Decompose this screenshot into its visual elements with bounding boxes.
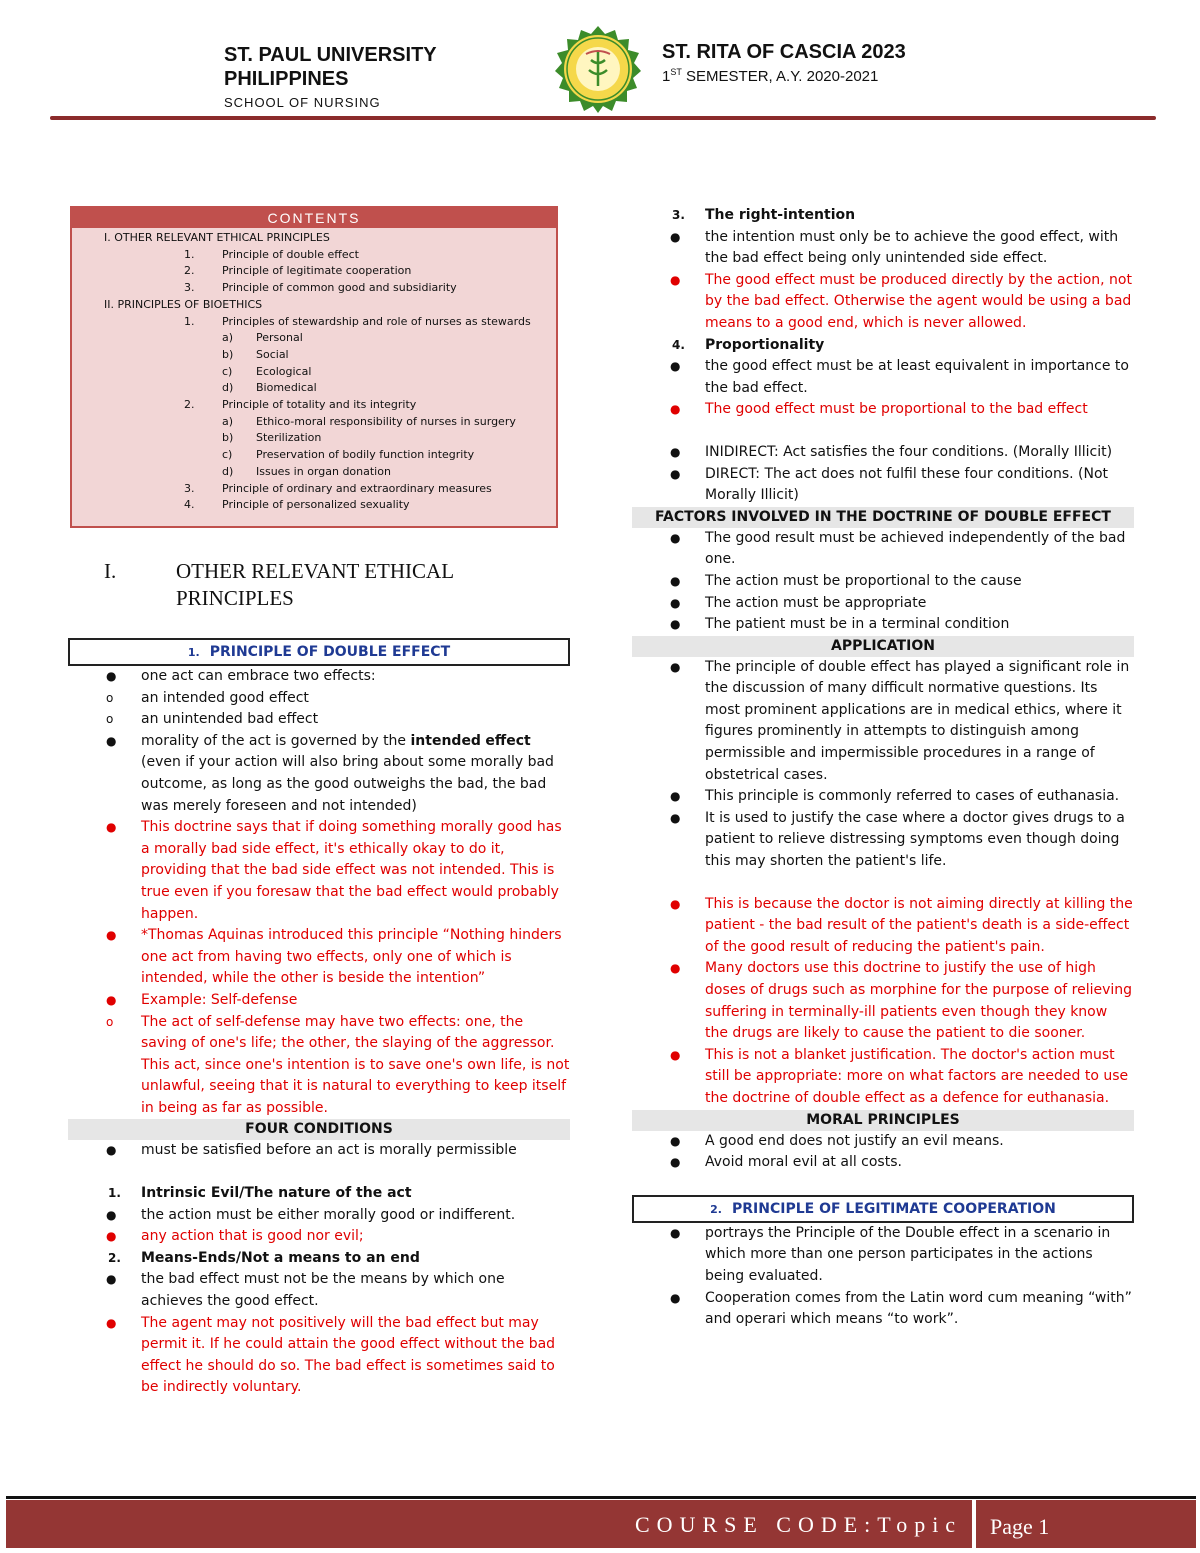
list-item: ● DIRECT: The act does not fulfil these four conditions. (Not Morally Illicit): [670, 465, 1108, 504]
list-item: ● This doctrine says that if doing something morally good has a morally bad side effect, it's ethically okay to do it, providing that the bad side effect was not intended. This is true even if you foresaw that the bad effect would probably happen.: [106, 819, 562, 922]
list-item: ● *Thomas Aquinas introduced this principle “Nothing hinders one act from having two effects, only one of which is intended, while the other is beside the intention”: [106, 927, 562, 987]
course-code: COURSE CODE:Topic: [635, 1512, 963, 1537]
bullet-icon: ●: [670, 1225, 681, 1240]
bullet-icon: ●: [670, 617, 681, 632]
bullet-icon: ●: [106, 1272, 117, 1287]
semester-rest: SEMESTER, A.Y. 2020-2021: [681, 68, 879, 85]
condition-heading: 3. The right-intention: [672, 207, 856, 223]
bullet-icon: ●: [670, 595, 681, 610]
list-item: ● The action must be proportional to the cause: [632, 571, 1134, 593]
list-item: ● The action must be appropriate: [632, 593, 1134, 615]
bullet-icon: ●: [106, 992, 117, 1007]
header-right: [662, 41, 906, 85]
header-rule: [50, 116, 1156, 120]
toc-item[interactable]: 2. Principle of totality and its integrity: [184, 398, 417, 412]
toc-item[interactable]: 1. Principles of stewardship and role of nurses as stewards: [184, 314, 531, 328]
list-item: ● portrays the Principle of the Double effect in a scenario in which more than one person participates in the actions being evaluated.: [670, 1224, 1111, 1284]
condition-heading: 2. Means-Ends/Not a means to an end: [108, 1249, 420, 1266]
bullet-icon: ●: [670, 1155, 681, 1170]
left-column: [68, 558, 570, 1399]
circle-bullet-icon: o: [106, 1014, 114, 1029]
right-column: [632, 205, 1134, 1331]
list-item: ● Many doctors use this doctrine to justify the use of high doses of drugs such as morphine for the purpose of relieving suffering in terminally-ill patients even though they know the drugs are likely to cause the patient to die sooner.: [670, 960, 1133, 1042]
school-seal-logo: [553, 24, 643, 114]
bullet-icon: ●: [106, 1207, 117, 1222]
toc-subitem[interactable]: d) Biomedical: [222, 381, 317, 395]
group-name: ST. RITA OF CASCIA 2023: [662, 41, 906, 63]
list-item: ● The good result must be achieved independently of the bad one.: [670, 529, 1126, 568]
list-item: ● Example: Self-defense: [68, 990, 570, 1012]
semester-sup: ST: [670, 67, 682, 77]
list-item: ● The principle of double effect has played a significant role in the discussion of many difficult normative questions. Its most prominent applications are in medical ethics, where it figures prominently in attempts to distinguish among permissible and impermissible procedures in a range of obstetrical cases.: [670, 658, 1130, 783]
toc-item[interactable]: 3. Principle of ordinary and extraordinary measures: [184, 481, 492, 495]
list-item: ● This principle is commonly referred to cases of euthanasia.: [632, 786, 1134, 808]
list-item: o an unintended bad effect: [68, 709, 570, 731]
footer-divider: [972, 1500, 976, 1548]
bullet-icon: ●: [670, 466, 681, 481]
toc-subitem[interactable]: b) Social: [222, 347, 289, 361]
list-item: ● The good effect must be proportional to the bad effect: [632, 399, 1134, 421]
university-line2: PHILIPPINES: [224, 68, 349, 90]
section-title: OTHER RELEVANT ETHICAL PRINCIPLES: [176, 559, 454, 610]
list-item: ● This is not a blanket justification. The doctor's action must still be appropriate: more on what factors are needed to use the doctrine of double effect as a defence for euthanasia.: [670, 1046, 1129, 1106]
toc-subitem[interactable]: a) Personal: [222, 331, 303, 345]
bullet-icon: ●: [106, 1315, 117, 1330]
bullet-icon: ●: [670, 659, 681, 674]
toc-item[interactable]: 3. Principle of common good and subsidiarity: [184, 281, 457, 295]
moral-principles-heading: MORAL PRINCIPLES: [632, 1110, 1134, 1131]
toc-subitem[interactable]: a) Ethico-moral responsibility of nurses in surgery: [222, 414, 516, 428]
contents-title: CONTENTS: [72, 208, 556, 228]
bullet-icon: ●: [670, 444, 681, 459]
bullet-icon: ●: [106, 1143, 117, 1158]
toc-subitem[interactable]: b) Sterilization: [222, 431, 322, 445]
four-conditions-heading: FOUR CONDITIONS: [68, 1119, 570, 1140]
bullet-icon: ●: [670, 810, 681, 825]
list-item: ● any action that is good nor evil;: [68, 1226, 570, 1248]
circle-bullet-icon: o: [106, 690, 114, 705]
list-item: ● INIDIRECT: Act satisfies the four conditions. (Morally Illicit): [632, 442, 1134, 464]
semester-num: 1: [662, 68, 671, 85]
list-item: ● It is used to justify the case where a doctor gives drugs to a patient to relieve distressing symptoms even though doing this may shorten the patient's life.: [670, 809, 1125, 870]
list-item: ● morality of the act is governed by the intended effect (even if your action will also bring about some morally bad outcome, as long as the good outweighs the bad, the bad was merely foreseen and not intended): [106, 732, 554, 814]
toc-item[interactable]: 1. Principle of double effect: [184, 247, 359, 261]
bullet-icon: ●: [670, 359, 681, 374]
page-footer: [0, 1496, 1200, 1553]
bullet-icon: ●: [106, 669, 117, 683]
bullet-icon: ●: [670, 402, 681, 417]
list-item: ● A good end does not justify an evil means.: [632, 1131, 1134, 1153]
toc-subitem[interactable]: c) Preservation of bodily function integrity: [222, 448, 475, 462]
toc-part2[interactable]: II. PRINCIPLES OF BIOETHICS: [104, 297, 263, 311]
contents-box: [70, 206, 558, 528]
bullet-icon: ●: [670, 573, 681, 588]
bullet-icon: ●: [670, 229, 681, 244]
list-item: ● The good effect must be produced directly by the action, not by the bad effect. Otherwise the agent would be using a bad means to a good end, which is never allowed.: [670, 271, 1132, 331]
bullet-icon: ●: [670, 896, 681, 911]
cooperation-heading: 2. PRINCIPLE OF LEGITIMATE COOPERATION: [632, 1195, 1134, 1223]
footer-rule: [6, 1496, 1196, 1499]
bullet-icon: ●: [106, 820, 117, 835]
bullet-icon: ●: [670, 961, 681, 976]
toc-subitem[interactable]: c) Ecological: [222, 364, 312, 378]
toc-subitem[interactable]: d) Issues in organ donation: [222, 464, 391, 478]
toc-part1[interactable]: I. OTHER RELEVANT ETHICAL PRINCIPLES: [104, 231, 330, 244]
bullet-icon: ●: [670, 530, 681, 545]
bullet-icon: ●: [670, 789, 681, 804]
list-item: o The act of self-defense may have two effects: one, the saving of one's life; the other, the slaying of the aggressor. This act, since one's intention is to save one's own life, is not unlawful, seeing that it is natural to everything to keep itself in being as far as possible.: [106, 1013, 570, 1116]
bullet-icon: ●: [106, 1229, 117, 1244]
list-item: o an intended good effect: [68, 688, 570, 710]
bullet-icon: ●: [670, 1290, 681, 1305]
list-item: ● one act can embrace two effects:: [68, 666, 570, 688]
circle-bullet-icon: o: [106, 712, 114, 727]
condition-heading: 4. Proportionality: [672, 336, 825, 353]
list-item: ● Cooperation comes from the Latin word cum meaning “with” and operari which means “to work”.: [670, 1289, 1132, 1328]
list-item: ● Avoid moral evil at all costs.: [632, 1152, 1134, 1174]
bullet-icon: ●: [106, 928, 117, 943]
application-heading: APPLICATION: [632, 636, 1134, 657]
toc-item[interactable]: 4. Principle of personalized sexuality: [184, 498, 410, 512]
toc-item[interactable]: 2. Principle of legitimate cooperation: [184, 264, 412, 278]
list-item: ● the action must be either morally good or indifferent.: [68, 1205, 570, 1227]
list-item: ● the bad effect must not be the means by which one achieves the good effect.: [106, 1271, 505, 1310]
double-effect-heading: 1. PRINCIPLE OF DOUBLE EFFECT: [68, 638, 570, 666]
semester: [662, 67, 906, 85]
bullet-icon: ●: [670, 1047, 681, 1062]
university-line1: ST. PAUL UNIVERSITY: [224, 44, 437, 66]
list-item: ● the good effect must be at least equivalent in importance to the bad effect.: [670, 358, 1129, 396]
list-item: ● The patient must be in a terminal condition: [632, 614, 1134, 636]
bullet-icon: ●: [670, 272, 681, 287]
school-name: SCHOOL OF NURSING: [224, 95, 381, 110]
list-item: ● the intention must only be to achieve the good effect, with the bad effect being only unintended side effect.: [670, 228, 1119, 267]
list-item: ● This is because the doctor is not aiming directly at killing the patient - the bad result of the patient's death is a side-effect of the good result of reducing the patient's pain.: [670, 895, 1133, 955]
page-number: Page 1: [990, 1514, 1050, 1539]
bullet-icon: ●: [106, 733, 117, 748]
university-name: [224, 43, 437, 110]
bullet-icon: ●: [670, 1133, 681, 1148]
factors-heading: FACTORS INVOLVED IN THE DOCTRINE OF DOUBLE EFFECT: [632, 507, 1134, 528]
section-heading: I. OTHER RELEVANT ETHICAL PRINCIPLES: [104, 559, 454, 610]
list-item: ● must be satisfied before an act is morally permissible: [68, 1140, 570, 1162]
list-item: ● The agent may not positively will the bad effect but may permit it. If he could attain the good effect without the bad effect he should do so. The bad effect is sometimes said to be indirectly voluntary.: [106, 1314, 556, 1396]
condition-heading: 1. Intrinsic Evil/The nature of the act: [108, 1185, 412, 1202]
